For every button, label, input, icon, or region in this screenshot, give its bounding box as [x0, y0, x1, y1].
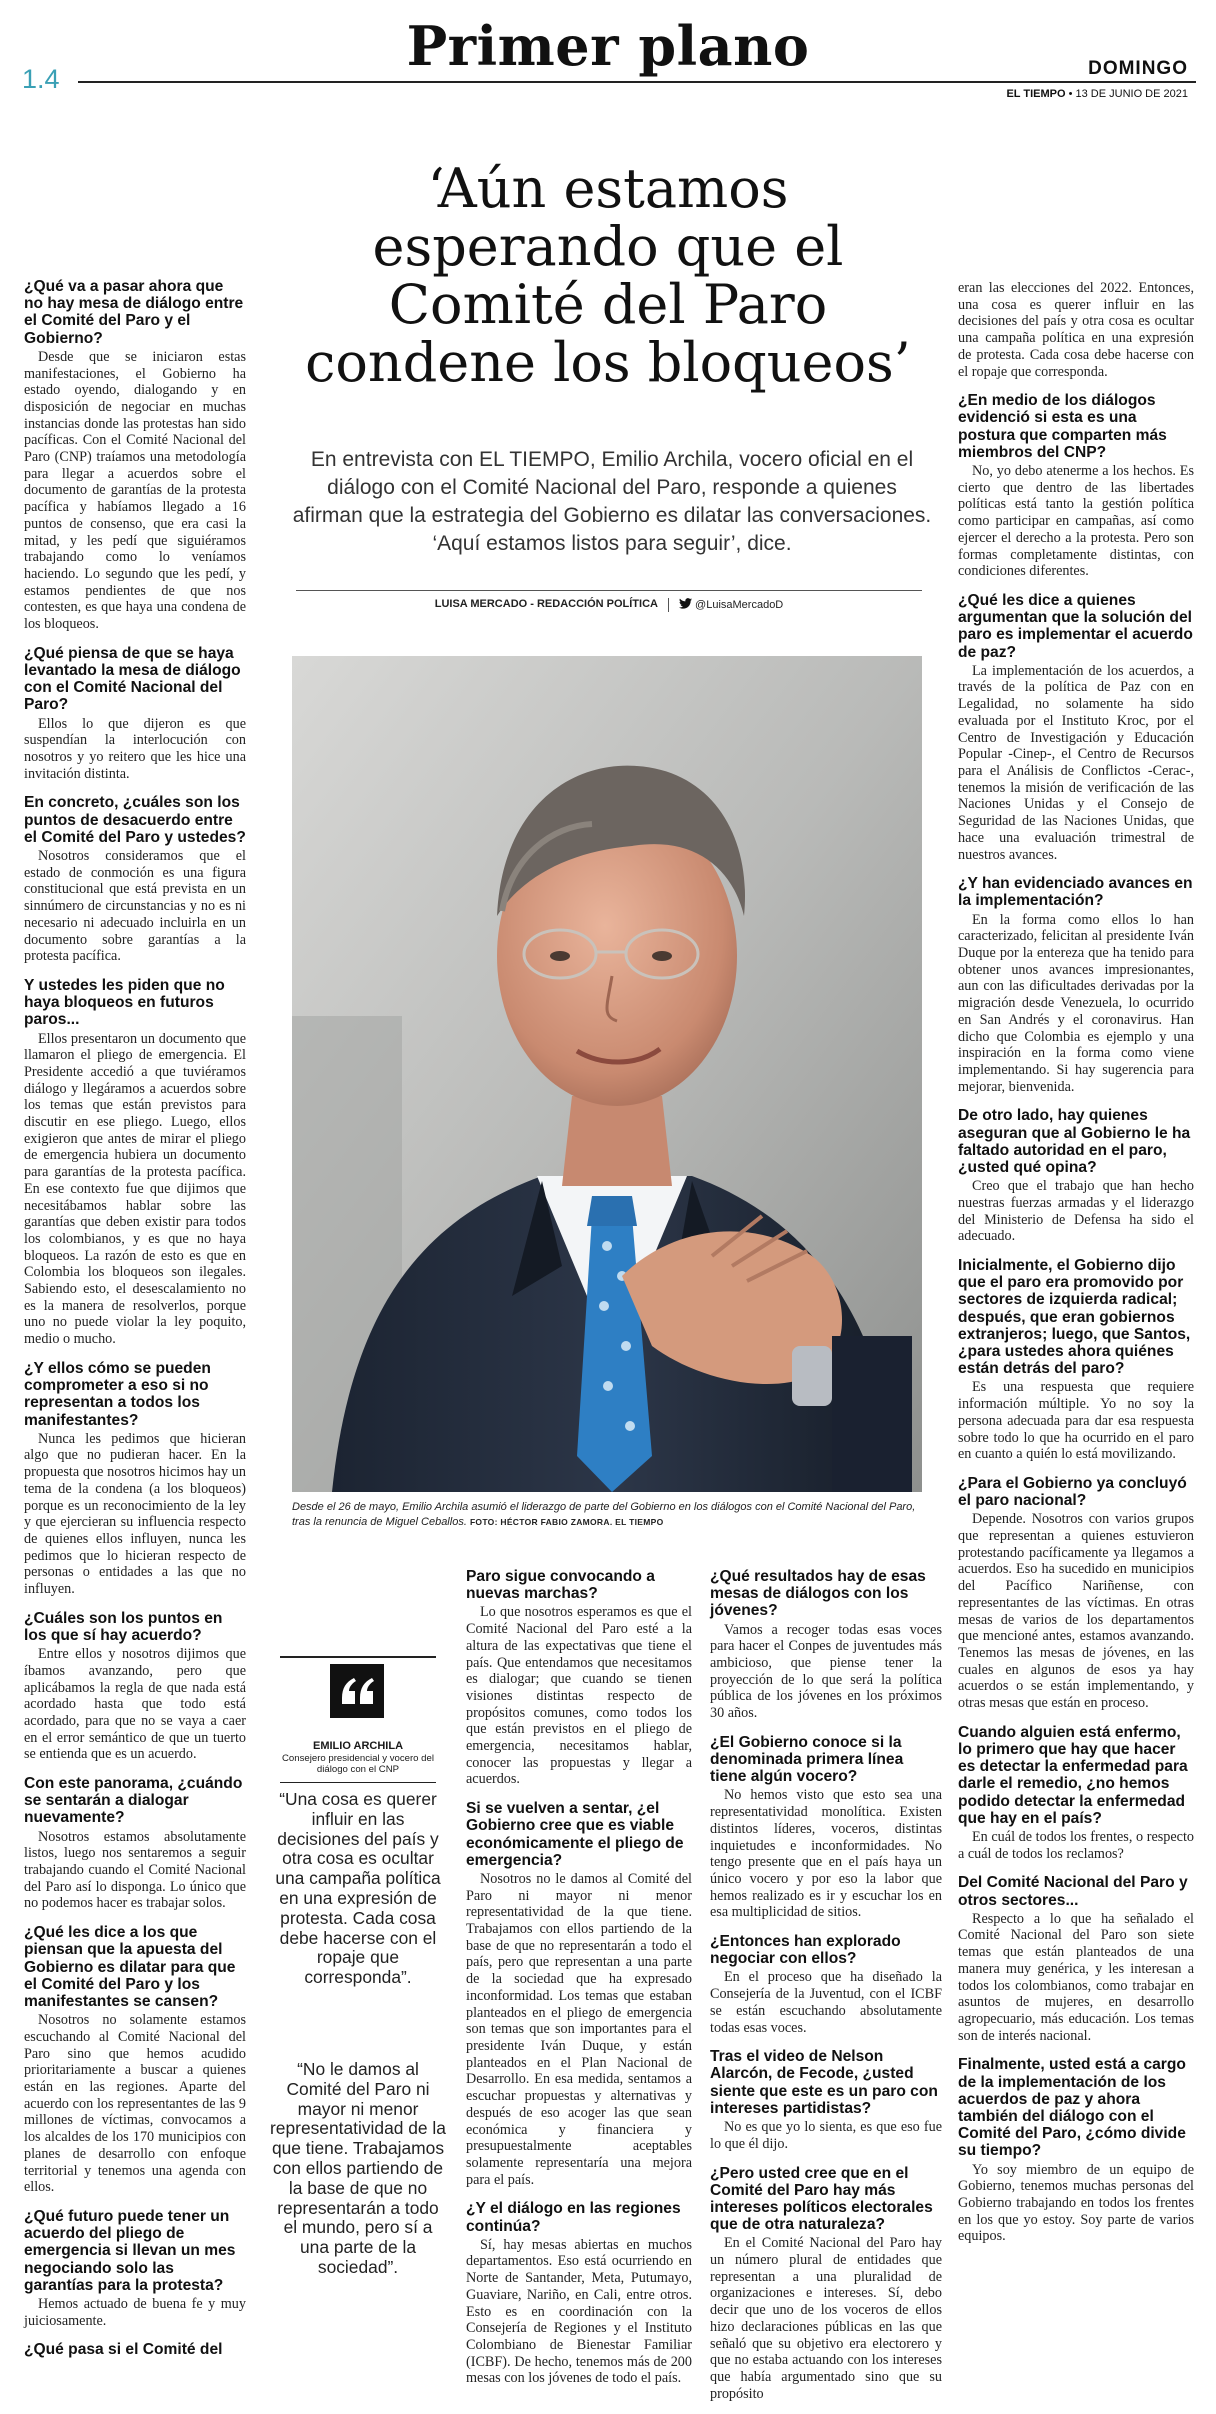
interview-answer: Ellos lo que dijeron es que suspendían la interlocución con nosotros y yo reitero que les hice una invitación distinta.	[24, 715, 246, 782]
publication-date: • 13 DE JUNIO DE 2021	[1068, 88, 1188, 100]
interview-answer: No hemos visto que esto sea una representatividad monolítica. Existen distintos líderes, voceros, distintas inquietudes e inconformidades. No tengo presente que en el país haya un único vocero y por eso la labor que hemos realizado es ir y escuchar los en esa multiplicidad de sitios.	[710, 1787, 942, 1921]
interview-question: ¿Para el Gobierno ya concluyó el paro nacional?	[958, 1474, 1187, 1510]
byline	[296, 598, 922, 612]
photo-credit: FOTO: HÉCTOR FABIO ZAMORA. EL TIEMPO	[469, 1517, 664, 1527]
twitter-handle[interactable]	[679, 598, 783, 612]
article-deck: En entrevista con EL TIEMPO, Emilio Archila, vocero oficial en el diálogo con el Comité Nacional del Paro, responde a quienes afirman que la estrategia del Gobierno es dilatar las conversaciones. ‘Aquí estamos listos para seguir’, dice.	[292, 448, 932, 555]
interview-answer: En cuál de todos los frentes, o respecto a cuál de todos los reclamos?	[958, 1828, 1194, 1862]
interview-question: ¿Qué piensa de que se haya levantado la mesa de diálogo con el Comité Nacional del Paro?	[24, 644, 241, 714]
column-middle-left	[466, 1568, 692, 2387]
quote-marks-icon	[330, 1664, 384, 1718]
interview-answer: Lo que nosotros esperamos es que el Comité Nacional del Paro esté a la altura de las expectativas que tiene el país. Que entendamos que necesitamos es dialogar; que cuando se tienen visiones distintas respecto de propósitos comunes, como todos los que están previstos en el pliego de emergencia, necesitamos hablar, conocer las propuestas y llegar a acuerdos.	[466, 1604, 692, 1788]
column-right	[958, 278, 1194, 2245]
page-number: 1.4	[22, 64, 60, 94]
interview-answer: Sí, hay mesas abiertas en muchos departamentos. Eso está ocurriendo en Norte de Santander, Meta, Putumayo, Guaviare, Nariño, en Cali, entre otros. Esto es en coordinación con la Consejería de Regiones y el Instituto Colombiano de Bienestar Familiar (ICBF). De hecho, tenemos más de 200 mesas con los jóvenes de todo el país.	[466, 2236, 692, 2387]
interview-answer: Hemos actuado de buena fe y muy juiciosamente.	[24, 2295, 246, 2329]
interview-answer: Entre ellos y nosotros dijimos que íbamos avanzando, pero que aplicábamos la regla de que nada está acordado hasta que todo está acordado, para que no se vaya a caer en el error semántico de que un tuerto se entienda que es un acuerdo.	[24, 1646, 246, 1763]
column-left	[24, 278, 246, 2359]
pullquote-text-2: “No le damos al Comité del Paro ni mayor ni menor representatividad de la que tiene. Trabajamos con ellos partiendo de la base de que no representarán a todo el mundo, pero sí a una parte de la sociedad”.	[270, 2059, 446, 2277]
photo-caption	[292, 1500, 922, 1530]
article-headline: ‘Aún estamos esperando que el Comité del Paro condene los bloqueos’	[305, 157, 911, 394]
pullquote-top-rule	[280, 1656, 436, 1658]
interview-answer: La implementación de los acuerdos, a través de la política de Paz con en Legalidad, no solamente ha sido evaluada por el Instituto Kroc, por el Centro de Investigación y Educación Popular -Cinep-, el Centro de Recursos para el Análisis de Conflictos -Cerac-, tenemos la misión de verificación de las Naciones Unidas y el Consejo de Seguridad de las Naciones Unidas, que hace una evaluación trimestral de nuestros avances.	[958, 662, 1194, 863]
interview-question: Paro sigue convocando a nuevas marchas?	[466, 1568, 655, 1603]
date-line	[1006, 88, 1188, 100]
column-middle-right	[710, 1568, 942, 2402]
interview-question: En concreto, ¿cuáles son los puntos de desacuerdo entre el Comité del Paro y ustedes?	[24, 794, 246, 846]
interview-question: Finalmente, usted está a cargo de la implementación de los acuerdos de paz y ahora también del diálogo con el Comité del Paro, ¿cómo divide su tiempo?	[958, 2056, 1186, 2160]
interview-answer: Nosotros no solamente estamos escuchando al Comité Nacional del Paro sino que hemos acudido prioritariamente a buscar a quienes están en las regiones. Aparte del acuerdo con los representantes de las 9 millones de víctimas, convocamos a los alcaldes de los 170 municipios con planes de desarrollo con enfoque territorial y tenemos una agenda con ellos.	[24, 2012, 246, 2196]
interview-question: Cuando alguien está enfermo, lo primero que hay que hacer es detectar la enfermedad para darle el remedio, ¿no hemos podido detectar la enfermedad que hay en el país?	[958, 1723, 1188, 1827]
interview-question: Del Comité Nacional del Paro y otros sectores...	[958, 1874, 1188, 1909]
interview-answer: Creo que el trabajo que han hecho nuestras fuerzas armadas y el liderazgo del Ministerio de Defensa ha sido el adecuado.	[958, 1178, 1194, 1245]
interview-question: ¿Cuáles son los puntos en los que sí hay acuerdo?	[24, 1609, 223, 1644]
interview-question: ¿Y ellos cómo se pueden comprometer a eso si no representan a todos los manifestantes?	[24, 1359, 211, 1429]
byline-divider	[296, 590, 922, 591]
interview-answer: Respecto a lo que ha señalado el Comité Nacional del Paro son siete temas que están planteados de una manera muy genérica, y les interesan a todos los colombianos, como trabajar en asuntos de mujeres, en desarrollo agropecuario, más educación. Los temas son de interés nacional.	[958, 1910, 1194, 2044]
interview-question: De otro lado, hay quienes aseguran que al Gobierno le ha faltado autoridad en el paro, ¿usted qué opina?	[958, 1107, 1191, 1176]
interview-answer: Es una respuesta que requiere información múltiple. Yo no soy la persona adecuada para dar esa respuesta sobre todo lo que ha ocurrido en el paro en cuanto a quién lo está movilizando.	[958, 1379, 1194, 1463]
portrait-illustration	[292, 656, 922, 1492]
interview-answer: Nunca les pedimos que hicieran algo que no pudieran hacer. En la propuesta que nosotros hicimos hay un tema de la condena (a los bloqueos) porque es un reconocimiento de la ley y que ejercieran su influencia respecto de quienes ellos influyen, nunca les pedimos que lo hicieran respecto de personas o entidades a las que no influyen.	[24, 1430, 246, 1598]
interview-question: ¿Entonces han explorado negociar con ellos?	[710, 1933, 901, 1968]
interview-question: ¿Qué les dice a los que piensan que la apuesta del Gobierno es dilatar para que el Comité del Paro y los manifestantes se cansen?	[24, 1924, 236, 2010]
interview-answer: Ellos presentaron un documento que llamaron el pliego de emergencia. El Presidente accedió a que tuviéramos diálogo y llegáramos a acuerdos sobre los temas que están previstos para discutir en ese pliego. Luego, ellos exigieron que antes de mirar el pliego de emergencia hubiera un documento para garantías de la protesta pacífica. En ese contexto fue que dijimos que necesitábamos hablar sobre las garantías que deben existir para todos los colombianos, y es que no haya bloqueos. La razón de esto es que en Colombia los bloqueos son ilegales. Sabiendo esto, el desescalamiento no es la manera de resolverlos, porque uno no puede violar la ley poquito, medio o mucho.	[24, 1030, 246, 1348]
interview-question: Inicialmente, el Gobierno dijo que el paro era promovido por sectores de izquierda radical; después, que eran gobiernos extranjeros; luego, que Santos, ¿para ustedes ahora quiénes están detrás del paro?	[958, 1256, 1191, 1378]
interview-answer: En el proceso que ha diseñado la Consejería de la Juventud, con el ICBF se están escuchando absolutamente todas esas voces.	[710, 1969, 942, 2036]
interview-answer: Desde que se iniciaron estas manifestaciones, el Gobierno ha estado oyendo, dialogando y en disposición de negociar en muchas instancias donde las protestas han sido pacíficas. Con el Comité Nacional del Paro (CNP) traíamos una metodología para llegar a acuerdos sobre el documento de garantías de la protesta pacífica y habíamos llegado a 16 puntos de consenso, que era casi la mitad, y les pedí que siguiéramos trabajando como lo veníamos haciendo. Lo segundo que les pedí, y estamos pendientes de que nos contesten, es que haya una condena de los bloqueos.	[24, 348, 246, 633]
interview-question: ¿Qué va a pasar ahora que no hay mesa de diálogo entre el Comité del Paro y el Gobierno?	[24, 278, 244, 347]
article-photo	[292, 656, 922, 1492]
twitter-bird-icon	[679, 598, 692, 609]
interview-question: ¿Pero usted cree que en el Comité del Paro hay más intereses políticos electorales que de otra naturaleza?	[710, 2164, 933, 2234]
interview-answer: No, yo debo atenerme a los hechos. Es cierto que dentro de las libertades políticas está tanto la gestión política como participar en campañas, así como ejercer el derecho a la protesta. Pero son formas completamente distintas, con condiciones diferentes.	[958, 463, 1194, 580]
byline-author: LUISA MERCADO - REDACCIÓN POLÍTICA	[434, 598, 658, 610]
interview-answer: Nosotros estamos absolutamente listos, luego nos sentaremos a seguir trabajando cuando el Comité Nacional del Paro así lo disponga. Lo único que no podemos hacer es trabajar solos.	[24, 1828, 246, 1912]
day-label: DOMINGO	[1088, 58, 1188, 79]
interview-question: Tras el video de Nelson Alarcón, de Fecode, ¿usted siente que este es un paro con intereses partidistas?	[710, 2048, 938, 2117]
interview-question: ¿Qué futuro puede tener un acuerdo del pliego de emergencia si llevan un mes negociando solo las garantías para la protesta?	[24, 2207, 236, 2294]
byline-separator	[668, 598, 669, 612]
header-divider	[78, 81, 1196, 83]
interview-question: ¿Y han evidenciado avances en la implementación?	[958, 875, 1193, 910]
interview-answer: No es que yo lo sienta, es que eso fue lo que él dijo.	[710, 2119, 942, 2152]
interview-answer: Depende. Nosotros con varios grupos que representan a quienes estuvieron protestando pacíficamente ya llegamos a acuerdos. Eso ha sucedido en municipios del Pacífico Nariñense, con representantes de las víctimas. En otras mesas de varios de los departamentos que mencioné antes, estamos avanzando. Tenemos las mesas de jóvenes, en las cuales en algunos de esos ya hay acuerdos o se están implementando, y otras mesas que están en proceso.	[958, 1511, 1194, 1712]
interview-question: ¿El Gobierno conoce si la denominada primera línea tiene algún vocero?	[710, 1733, 904, 1786]
photo-caption-text: Desde el 26 de mayo, Emilio Archila asumió el liderazgo de parte del Gobierno en los diálogos con el Comité Nacional del Paro, tras la renuncia de Miguel Ceballos.	[292, 1501, 916, 1528]
pullquote-name: EMILIO ARCHILA	[312, 1740, 404, 1752]
interview-question: Si se vuelven a sentar, ¿el Gobierno cree que es viable económicamente el pliego de emergencia?	[466, 1800, 684, 1869]
interview-question: ¿Qué pasa si el Comité del	[24, 2341, 223, 2359]
interview-question: ¿En medio de los diálogos evidenció si esta es una postura que comparten más miembros del CNP?	[958, 392, 1167, 461]
section-title: Primer plano	[406, 14, 810, 78]
pullquote-bottom-rule	[280, 1782, 436, 1783]
interview-answer: Nosotros consideramos que el estado de conmoción es una figura constitucional que está prevista en un sinnúmero de circunstancias y no es ni necesario ni adecuado incluirla en un documento sobre garantías a la protesta pacífica.	[24, 848, 246, 965]
interview-question: Con este panorama, ¿cuándo se sentarán a dialogar nuevamente?	[24, 1775, 243, 1827]
interview-answer: En la forma como ellos lo han caracterizado, felicitan al presidente Iván Duque por la entereza que ha tenido para obtener unos avances impresionantes, aun con las dificultades derivadas por la migración desde Venezuela, lo ocurrido en San Andrés y el coronavirus. Han dicho que Colombia es ejemplo y una inspiración en la forma como viene implementando. Si hay sugerencia para mejorar, bienvenida.	[958, 911, 1194, 1095]
interview-answer: En el Comité Nacional del Paro hay un número plural de entidades que representan a una pluralidad de organizaciones e intereses. Sí, debo decir que uno de los voceros de ellos hizo declaraciones públicas en las que señaló que su objetivo era electorero y que no estaba actuando con los intereses que había argumentado sino que su propósito	[710, 2235, 942, 2402]
interview-question: ¿Qué les dice a quienes argumentan que la solución del paro es implementar el acuerdo de paz?	[958, 591, 1193, 661]
interview-answer: Nosotros no le damos al Comité del Paro ni mayor ni menor representatividad de la que tiene. Trabajamos con ellos partiendo de la base de que no representarán a todo el país, pero que representan a una parte de la sociedad que ha expresado inconformidad. Los temas que estaban planteados en el pliego de emergencia son temas que son importantes para el presidente Iván Duque, y están planteados en el Plan Nacional de Desarrollo. En esa medida, sentamos a escuchar propuestas y alternativas y después de eso acoger las que sean económica y financiera y presupuestalmente aceptables solamente representaría una mejora para el país.	[466, 1870, 692, 2188]
interview-question: ¿Y el diálogo en las regiones continúa?	[466, 2200, 681, 2235]
interview-question: Y ustedes les piden que no haya bloqueos en futuros paros...	[24, 976, 225, 1029]
interview-answer: eran las elecciones del 2022. Entonces, una cosa es querer influir en las decisiones del país y otra cosa es ocultar una campaña política en una expresión de protesta. Cada cosa debe hacerse con el ropaje que corresponda.	[958, 280, 1194, 380]
publication-name: EL TIEMPO	[1006, 88, 1066, 100]
interview-answer: Yo soy miembro de un equipo de Gobierno, tenemos muchas personas del Gobierno trabajando en todos los frentes en los que yo estoy. Soy parte de varios equipos.	[958, 2161, 1194, 2245]
pullquote-role: Consejero presidencial y vocero del diálogo con el CNP	[282, 1753, 434, 1775]
twitter-handle-text: @LuisaMercadoD	[695, 599, 784, 611]
interview-answer: Vamos a recoger todas esas voces para hacer el Conpes de juventudes más ambicioso, que piense tener la proyección de lo que será la política pública de los jóvenes en los próximos 30 años.	[710, 1621, 942, 1722]
pullquote-text-1: “Una cosa es querer influir en las decisiones del país y otra cosa es ocultar una campaña política en una expresión de protesta. Cada cosa debe hacerse con el ropaje que corresponda”.	[275, 1789, 441, 1988]
interview-question: ¿Qué resultados hay de esas mesas de diálogos con los jóvenes?	[710, 1568, 926, 1620]
